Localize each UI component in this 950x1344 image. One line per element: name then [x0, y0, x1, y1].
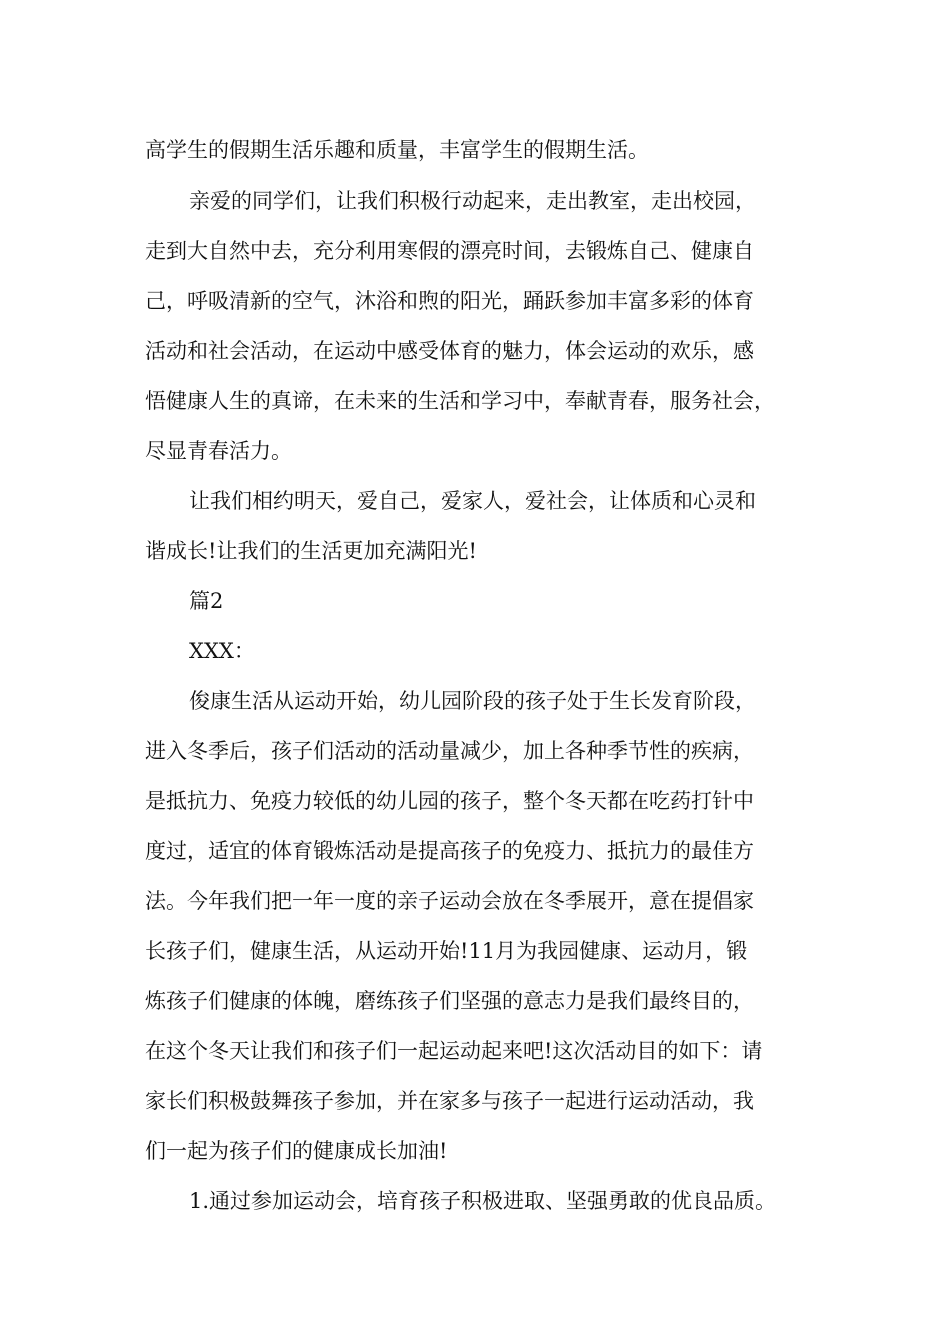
salutation: XXX：: [189, 639, 255, 663]
text-line: 长孩子们，健康生活，从运动开始!11月为我园健康、运动月，锻: [145, 939, 748, 963]
text-line: 法。今年我们把一年一度的亲子运动会放在冬季展开，意在提倡家: [145, 889, 754, 913]
text-line: 家长们积极鼓舞孩子参加，并在家多与孩子一起进行运动活动，我: [145, 1089, 754, 1113]
text-line: 走到大自然中去，充分利用寒假的漂亮时间，去锻炼自己、健康自: [145, 239, 754, 263]
text-line: 活动和社会活动，在运动中感受体育的魅力，体会运动的欢乐，感: [145, 339, 754, 363]
text-line: 悟健康人生的真谛，在未来的生活和学习中，奉献青春，服务社会，: [145, 389, 775, 413]
text-line: 高学生的假期生活乐趣和质量，丰富学生的假期生活。: [145, 138, 649, 162]
section-heading: 篇2: [189, 589, 224, 613]
text-line: 炼孩子们健康的体魄，磨练孩子们坚强的意志力是我们最终目的，: [145, 989, 754, 1013]
text-line: 谐成长!让我们的生活更加充满阳光!: [145, 539, 477, 563]
text-line: 度过，适宜的体育锻炼活动是提高孩子的免疫力、抵抗力的最佳方: [145, 839, 754, 863]
text-line: 尽显青春活力。: [145, 439, 292, 463]
text-line: 亲爱的同学们，让我们积极行动起来，走出教室，走出校园，: [189, 189, 756, 213]
list-item: 1.通过参加运动会，培育孩子积极进取、坚强勇敢的优良品质。: [189, 1189, 777, 1213]
text-line: 俊康生活从运动开始，幼儿园阶段的孩子处于生长发育阶段，: [189, 689, 756, 713]
text-line: 己，呼吸清新的空气，沐浴和煦的阳光，踊跃参加丰富多彩的体育: [145, 289, 754, 313]
text-line: 在这个冬天让我们和孩子们一起运动起来吧!这次活动目的如下：请: [145, 1039, 763, 1063]
text-line: 进入冬季后，孩子们活动的活动量减少，加上各种季节性的疾病，: [145, 739, 754, 763]
text-line: 是抵抗力、免疫力较低的幼儿园的孩子，整个冬天都在吃药打针中: [145, 789, 754, 813]
text-line: 们一起为孩子们的健康成长加油!: [145, 1139, 448, 1163]
text-line: 让我们相约明天，爱自己，爱家人，爱社会，让体质和心灵和: [189, 489, 756, 513]
